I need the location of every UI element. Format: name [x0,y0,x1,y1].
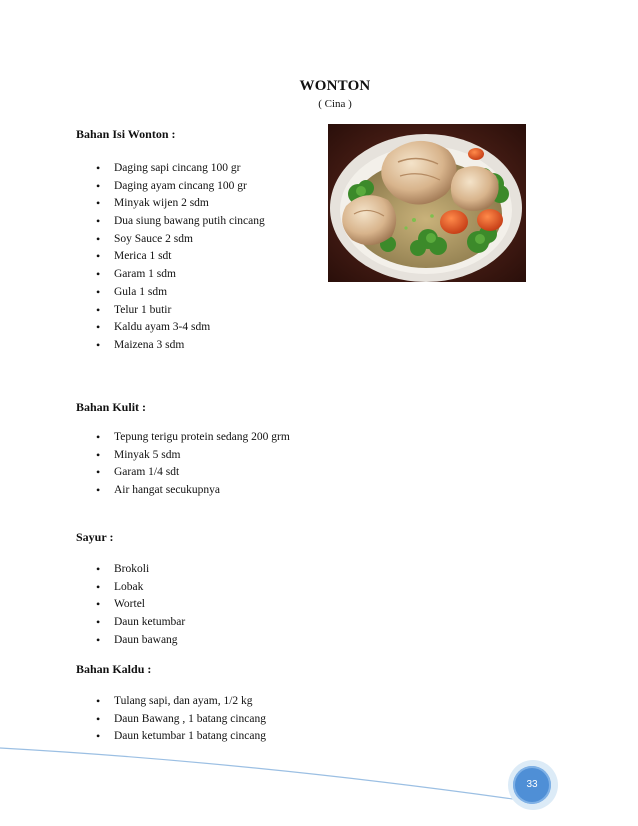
list-item: • Tepung terigu protein sedang 200 grm [96,429,290,447]
recipe-title: WONTON [299,78,371,94]
list-item: • Telur 1 butir [96,302,265,320]
list-item: • Maizena 3 sdm [96,337,265,355]
recipe-origin: ( Cina ) [318,98,352,110]
list-item: • Daun bawang [96,632,185,650]
list-item: • Tulang sapi, dan ayam, 1/2 kg [96,693,266,711]
list-item: • Minyak 5 sdm [96,447,290,465]
list-item: • Kaldu ayam 3-4 sdm [96,319,265,337]
list-item: • Minyak wijen 2 sdm [96,195,265,213]
page-number: 33 [526,779,538,790]
list-item: • Daun ketumbar [96,614,185,632]
section-heading-broth: Bahan Kaldu : [76,662,152,676]
section-heading-filling: Bahan Isi Wonton : [76,127,176,141]
section-heading-vegetables: Sayur : [76,530,114,544]
list-item: • Soy Sauce 2 sdm [96,231,265,249]
list-item: • Brokoli [96,561,185,579]
list-item: • Gula 1 sdm [96,284,265,302]
list-item: • Dua siung bawang putih cincang [96,213,265,231]
section-heading-wrapper: Bahan Kulit : [76,400,147,414]
list-item: • Daging sapi cincang 100 gr [96,160,265,178]
list-item: • Daun ketumbar 1 batang cincang [96,728,266,746]
list-item: • Daun Bawang , 1 batang cincang [96,711,266,729]
list-item: • Daging ayam cincang 100 gr [96,178,265,196]
list-item: • Garam 1 sdm [96,266,265,284]
list-item: • Lobak [96,579,185,597]
list-item: • Garam 1/4 sdt [96,464,290,482]
list-item: • Wortel [96,596,185,614]
list-item: • Air hangat secukupnya [96,482,290,500]
list-item: • Merica 1 sdt [96,248,265,266]
